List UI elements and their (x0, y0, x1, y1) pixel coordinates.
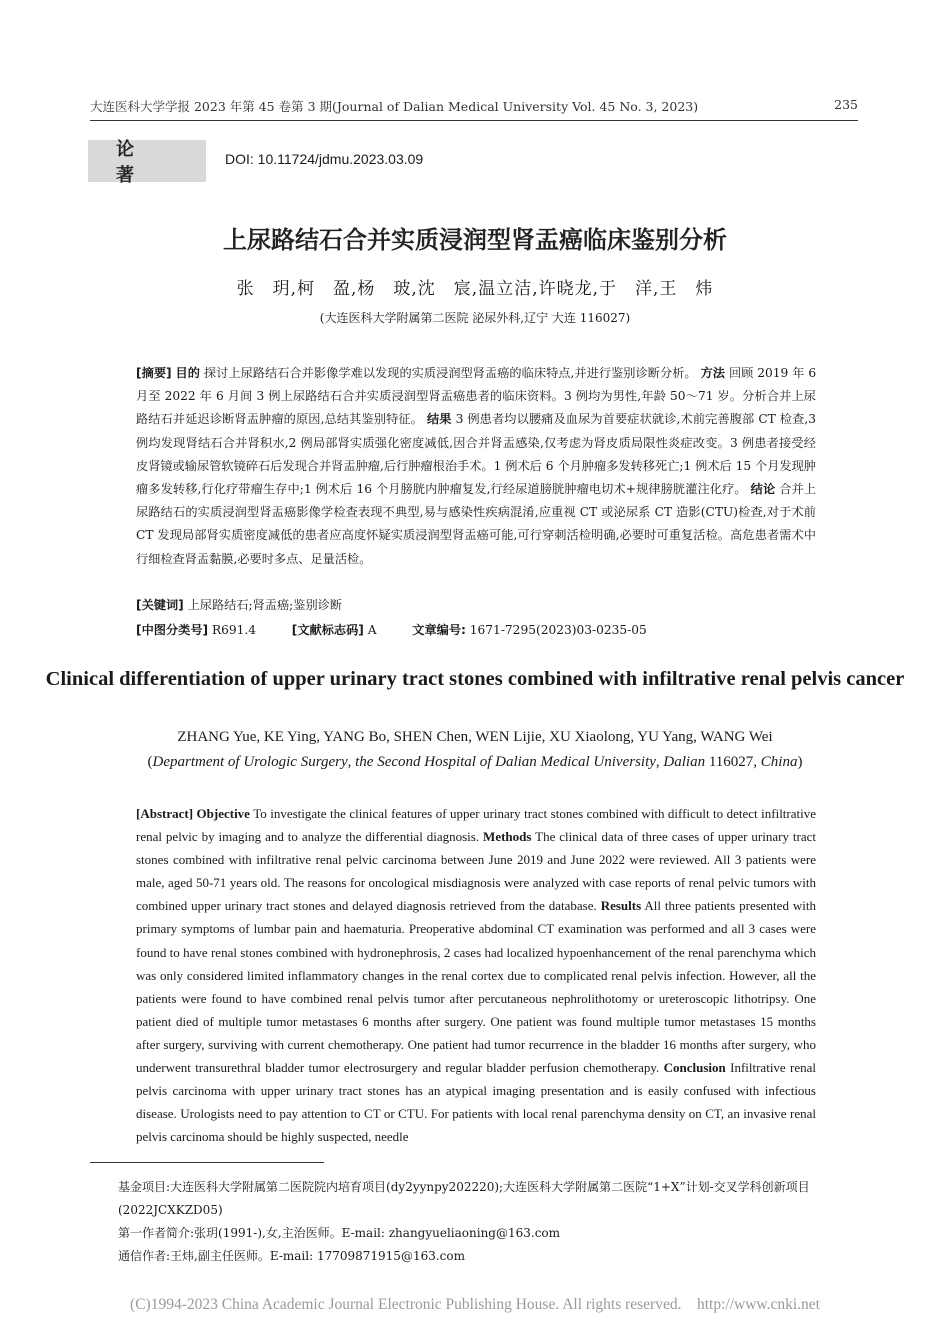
corresponding-text: 通信作者:王炜,副主任医师。E-mail: 17709871915@163.com (118, 1249, 465, 1263)
keywords-chinese (136, 596, 816, 613)
copyright-watermark: (C)1994-2023 China Academic Journal Electronic Publishing House. All rights reserved. http://www.cnki.net (130, 1296, 820, 1313)
authors-chinese: 张 玥,柯 盈,杨 玻,沈 宸,温立洁,许晓龙,于 洋,王 炜 (236, 279, 714, 299)
header-divider (90, 120, 858, 121)
affil-sep: , (347, 754, 356, 770)
affil-country: China (760, 754, 798, 770)
conclusion-en-label: Conclusion (663, 1060, 726, 1076)
doi-link[interactable]: DOI: 10.11724/jdmu.2023.03.09 (225, 151, 424, 167)
classification-line (136, 621, 816, 638)
affil-department: Department of Urologic Surgery (152, 754, 348, 770)
footnote-divider (90, 1162, 324, 1163)
title-chinese: 上尿路结石合并实质浸润型肾盂癌临床鉴别分析 (223, 226, 727, 254)
running-header (90, 97, 858, 115)
keywords-text: 上尿路结石;肾盂癌;鉴别诊断 (187, 598, 343, 612)
document-code-value: A (367, 623, 377, 637)
abstract-en-label: [Abstract] (136, 806, 194, 821)
results-label: 结果 (427, 412, 452, 427)
affil-hospital: the Second Hospital of Dalian Medical University (355, 754, 656, 770)
authors-english: ZHANG Yue, KE Ying, YANG Bo, SHEN Chen, WEN Lijie, XU Xiaolong, YU Yang, WANG Wei (177, 729, 773, 745)
abstract-english (136, 802, 816, 1148)
abstract-chinese (136, 362, 816, 571)
journal-citation: 大连医科大学学报 2023 年第 45 卷第 3 期(Journal of Dalian Medical University Vol. 45 No. 3, 2023) (90, 99, 699, 114)
methods-label: 方法 (700, 366, 726, 380)
conclusion-en-text: Infiltrative renal pelvis carcinoma with upper urinary tract stones has an atypical imaging presentation and is easily confused with infectious disease. Urologists need to pay attention to CT or CTU. For patients with local renal parenchyma density on CT, an invasive renal pelvis carcinoma should be highly suspected, needle (136, 1060, 816, 1145)
footnote-fund (90, 1176, 858, 1222)
affiliation-chinese: (大连医科大学附属第二医院 泌尿外科,辽宁 大连 116027) (319, 311, 631, 325)
affil-zip: 116027, (705, 754, 761, 770)
methods-en-text: The clinical data of three cases of upper urinary tract stones combined with infiltrative renal pelvic carcinoma between June 2019 and June 2022 were reviewed. All 3 patients were male, aged 50-71 years old. The reasons for oncological misdiagnosis were analyzed with case reports of renal pelvic tumors with combined upper urinary tract stones and delayed diagnosis retrieved from the database. (136, 829, 816, 914)
keywords-label: [关键词] (136, 598, 184, 612)
objective-text: 探讨上尿路结石合并影像学难以发现的实质浸润型肾盂癌的临床特点,并进行鉴别诊断分析。 (203, 366, 697, 380)
conclusion-text: 合并上尿路结石的实质浸润型肾盂癌影像学检查表现不典型,易与感染性疾病混淆,应重视 CT 或泌尿系 CT 造影(CTU)检查,对于术前 CT 发现局部肾实质密度减低的患者应高度怀疑实质浸润型肾盂癌可能,可行穿刺活检明确,必要时可重复活检。高危患者需术中行细检查肾盂黏膜,必要时多点、足量活检。 (136, 482, 817, 566)
methods-text: 回顾 2019 年 6 月至 2022 年 6 月间 3 例上尿路结石合并实质浸润型肾盂癌患者的临床资料。3 例均为男性,年龄 50～71 岁。分析合并上尿路结石并延迟诊断肾盂肿瘤的原因,总结其鉴别特征。 (136, 366, 817, 427)
abstract-label: [摘要] (136, 366, 172, 380)
objective-label: 目的 (175, 366, 200, 380)
page-number: 235 (834, 97, 858, 112)
clc-value: R691.4 (211, 623, 257, 637)
footnote-first-author (90, 1222, 858, 1245)
conclusion-label: 结论 (750, 482, 776, 497)
article-number-value: 1671-7295(2023)03-0235-05 (469, 623, 647, 637)
affiliation-english (0, 754, 950, 771)
affil-open-paren: ( (147, 754, 153, 770)
article-number-label: 文章编号: (412, 623, 466, 637)
first-author-text: 第一作者简介:张玥(1991-),女,主治医师。E-mail: zhangyueliaoning@163.com (118, 1226, 561, 1240)
methods-en-label: Methods (483, 829, 532, 845)
affil-city: Dalian (663, 754, 706, 770)
affil-close-paren: ) (797, 754, 803, 770)
clc-label: [中图分类号] (136, 623, 209, 637)
article-category-badge: 论著 (88, 140, 206, 182)
results-en-label: Results (600, 898, 642, 914)
objective-en-text: To investigate the clinical features of upper urinary tract stones combined with difficult to detect infiltrative renal pelvic by imaging and to analyze the differential diagnosis. (136, 806, 817, 845)
results-en-text: All three patients presented with primary symptoms of lumbar pain and haematuria. Preoperative abdominal CT examination was performed and all 3 cases were found to have renal stones combined with hydronephrosis, 2 cases had localized hypoenhancement of the renal parenchyma which was only considered limited inflammatory changes in the renal cortex due to complicated renal pelvis infection. However, all the patients were found to have combined renal pelvis tumor after percutaneous nephrolithotomy or ureteroscopic lithotripsy. One patient died of multiple tumor metastases 6 months after surgery. One patient was found multiple tumor metastases 15 months after surgery, surviving with current chemotherapy. One patient had tumor recurrence in the bladder 16 months after surgery, who underwent transurethral bladder tumor electrosurgery and regular bladder perfusion chemotherapy. (136, 898, 816, 1076)
results-text: 3 例患者均以腰痛及血尿为首要症状就诊,术前完善腹部 CT 检查,3 例均发现肾结石合并肾积水,2 例局部肾实质强化密度减低,因合并肾盂感染,仅考虑为肾皮质局限性炎症改变。3 例患者接受经皮肾镜或输尿管软镜碎石后发现合并肾盂肿瘤,后行肿瘤根治手术。1 例术后 6 个月肿瘤多发转移死亡;1 例术后 15 个月发现肿瘤多发转移,行化疗带瘤生存中;1 例术后 16 个月膀胱内肿瘤复发,行经尿道膀胱肿瘤电切术+规律膀胱灌注化疗。 (136, 412, 817, 497)
footnote-corresponding (90, 1245, 858, 1268)
objective-en-label: Objective (196, 806, 250, 821)
affil-sep: , (655, 754, 664, 770)
title-english: Clinical differentiation of upper urinary tract stones combined with infiltrative renal pelvis cancer (45, 668, 905, 690)
document-code-label: [文献标志码] (291, 623, 364, 637)
fund-text: 基金项目:大连医科大学附属第二医院院内培育项目(dy2yynpy202220);大连医科大学附属第二医院“1+X”计划-交叉学科创新项目(2022JCXKZD05) (118, 1180, 810, 1217)
